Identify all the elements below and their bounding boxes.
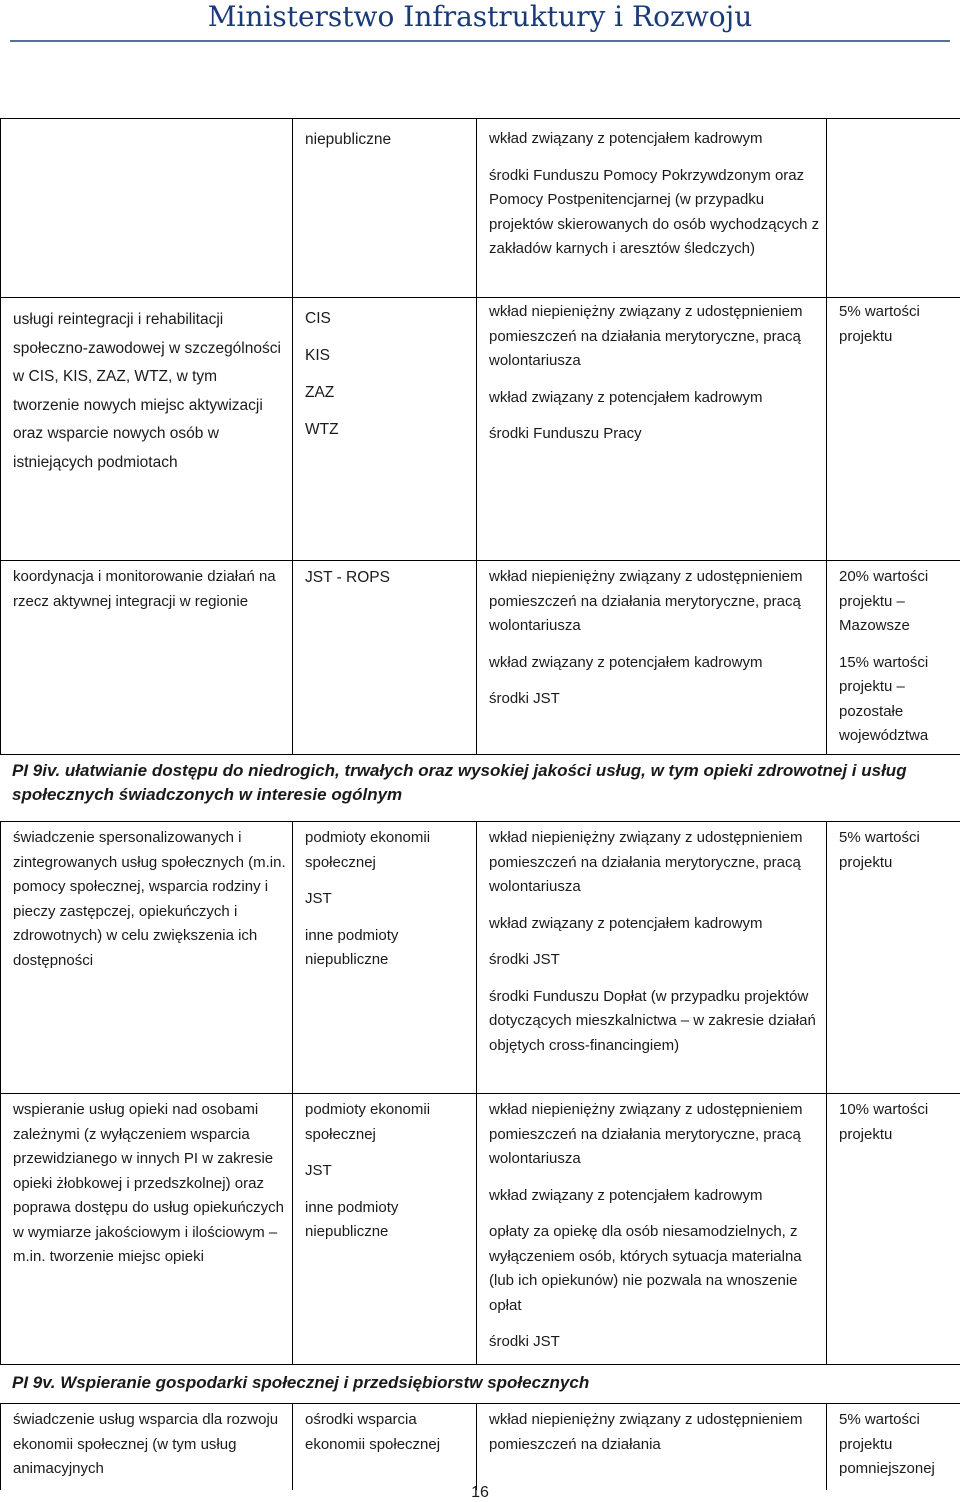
table-row — [0, 821, 960, 1093]
cell-text: ZAZ — [305, 384, 335, 401]
section-heading: PI 9iv. ułatwianie dostępu do niedrogich, trwałych oraz wysokiej jakości usług, w tym opieki zdrowotnej i usług społecznych świadczonych w interesie ogólnym — [12, 761, 907, 804]
table-cell-minimum — [826, 822, 960, 1093]
cell-text: wkład związany z potencjałem kadrowym — [489, 1186, 763, 1204]
cell-text: 15% wartości projektu – pozostałe województwa — [839, 653, 929, 744]
cell-text: usługi reintegracji i rehabilitacji społeczno-zawodowej w szczególności w CIS, KIS, ZAZ, WTZ, w tym tworzenie nowych miejsc aktywizacji oraz wsparcie nowych osób w istniejących podmiotach — [13, 311, 281, 471]
table-cell-minimum — [826, 1094, 960, 1364]
table-cell-activity — [0, 298, 293, 560]
cell-text: WTZ — [305, 421, 339, 438]
table-cell-beneficiary — [292, 561, 477, 754]
cell-text: podmioty ekonomii społecznej — [305, 829, 431, 871]
table-cell-activity — [0, 561, 293, 754]
table-cell-minimum — [826, 561, 960, 754]
contribution-table — [0, 118, 960, 1490]
cell-text: podmioty ekonomii społecznej — [305, 1101, 431, 1143]
header-divider — [10, 40, 950, 42]
cell-text: wkład związany z potencjałem kadrowym — [489, 130, 763, 147]
page-number: 16 — [471, 1484, 489, 1501]
table-row — [0, 1403, 960, 1490]
table-cell-beneficiary — [292, 822, 477, 1093]
cell-text: środki Funduszu Pracy — [489, 425, 642, 442]
cell-text: wkład niepieniężny związany z udostępnieniem pomieszczeń na działania merytoryczne, pracą wolontariusza — [489, 829, 803, 895]
table-cell-beneficiary — [292, 1404, 477, 1490]
cell-text: świadczenie spersonalizowanych i zintegrowanych usług społecznych (m.in. pomocy społecznej, wsparcia rodziny i pieczy zastępczej, opiekuńczych i zdrowotnych) w celu zwiększenia ich dostępności — [13, 829, 286, 969]
table-cell-contribution — [476, 561, 827, 754]
cell-text: wkład związany z potencjałem kadrowym — [489, 653, 763, 671]
section-heading: PI 9v. Wspieranie gospodarki społecznej i przedsiębiorstw społecznych — [12, 1373, 590, 1392]
table-cell-minimum — [826, 1404, 960, 1490]
cell-text: 10% wartości projektu — [839, 1101, 929, 1143]
table-cell-beneficiary — [292, 1094, 477, 1364]
table-cell-contribution — [476, 119, 827, 297]
cell-text: opłaty za opiekę dla osób niesamodzielnych, z wyłączeniem osób, których sytuacja materialna (lub ich opiekunów) nie pozwala na wnoszenie opłat — [489, 1223, 802, 1314]
table-cell-contribution — [476, 822, 827, 1093]
cell-text: wkład niepieniężny związany z udostępnieniem pomieszczeń na działania — [489, 1411, 803, 1453]
table-row — [0, 118, 960, 297]
cell-text: środki JST — [489, 690, 560, 707]
table-cell-beneficiary — [292, 298, 477, 560]
cell-text: wspieranie usług opieki nad osobami zależnymi (z wyłączeniem wsparcia przewidzianego w innych PI w zakresie opieki żłobkowej i przedszkolnej) oraz poprawa dostępu do usług opiekuńczych w wymiarze jakościowym i ilościowym – m.in. tworzenie miejsc opieki — [13, 1101, 285, 1265]
table-row — [0, 1093, 960, 1364]
cell-text: inne podmioty niepubliczne — [305, 1198, 399, 1240]
table-row — [0, 560, 960, 754]
cell-text: środki JST — [489, 951, 560, 968]
table-cell-activity — [0, 1094, 293, 1364]
document-header — [0, 0, 960, 44]
cell-text: środki JST — [489, 1333, 560, 1350]
cell-text: wkład niepieniężny związany z udostępnieniem pomieszczeń na działania merytoryczne, pracą wolontariusza — [489, 568, 803, 634]
cell-text: CIS — [305, 310, 331, 327]
section-heading-row — [0, 754, 960, 821]
table-row — [0, 297, 960, 560]
table-cell-minimum — [826, 298, 960, 560]
cell-text: JST — [305, 890, 332, 907]
section-heading-row — [0, 1364, 960, 1403]
table-cell-activity — [0, 822, 293, 1093]
cell-text: wkład związany z potencjałem kadrowym — [489, 914, 763, 932]
cell-text: środki Funduszu Dopłat (w przypadku projektów dotyczących mieszkalnictwa – w zakresie działań objętych cross-financingiem) — [489, 987, 816, 1054]
cell-text: ośrodki wsparcia ekonomii społecznej — [305, 1411, 441, 1453]
cell-text: inne podmioty niepubliczne — [305, 926, 399, 968]
cell-text: JST - ROPS — [305, 569, 390, 586]
cell-text: 5% wartości projektu — [839, 829, 920, 871]
table-cell-contribution — [476, 1094, 827, 1364]
cell-text: wkład związany z potencjałem kadrowym — [489, 388, 763, 406]
cell-text: niepubliczne — [305, 131, 392, 148]
cell-text: wkład niepieniężny związany z udostępnieniem pomieszczeń na działania merytoryczne, pracą wolontariusza — [489, 303, 803, 369]
ministry-title: Ministerstwo Infrastruktury i Rozwoju — [207, 0, 753, 33]
table-cell-contribution — [476, 298, 827, 560]
cell-text: wkład niepieniężny związany z udostępnieniem pomieszczeń na działania merytoryczne, pracą wolontariusza — [489, 1101, 803, 1167]
cell-text: JST — [305, 1162, 332, 1179]
table-cell-contribution — [476, 1404, 827, 1490]
cell-text: koordynacja i monitorowanie działań na rzecz aktywnej integracji w regionie — [13, 568, 276, 610]
cell-text: świadczenie usług wsparcia dla rozwoju ekonomii społecznej (w tym usług animacyjnych — [13, 1411, 279, 1477]
cell-text: KIS — [305, 347, 330, 364]
table-cell-minimum — [826, 119, 960, 297]
table-cell-beneficiary — [292, 119, 477, 297]
cell-text: 20% wartości projektu – Mazowsze — [839, 568, 929, 634]
cell-text: 5% wartości projektu — [839, 303, 920, 345]
cell-text: 5% wartości projektu pomniejszonej — [839, 1411, 935, 1477]
table-cell-activity — [0, 119, 293, 297]
table-cell-activity — [0, 1404, 293, 1490]
cell-text: środki Funduszu Pomocy Pokrzywdzonym oraz Pomocy Postpenitencjarnej (w przypadku projektów skierowanych do osób wychodzących z zakładów karnych i aresztów śledczych) — [489, 166, 820, 257]
